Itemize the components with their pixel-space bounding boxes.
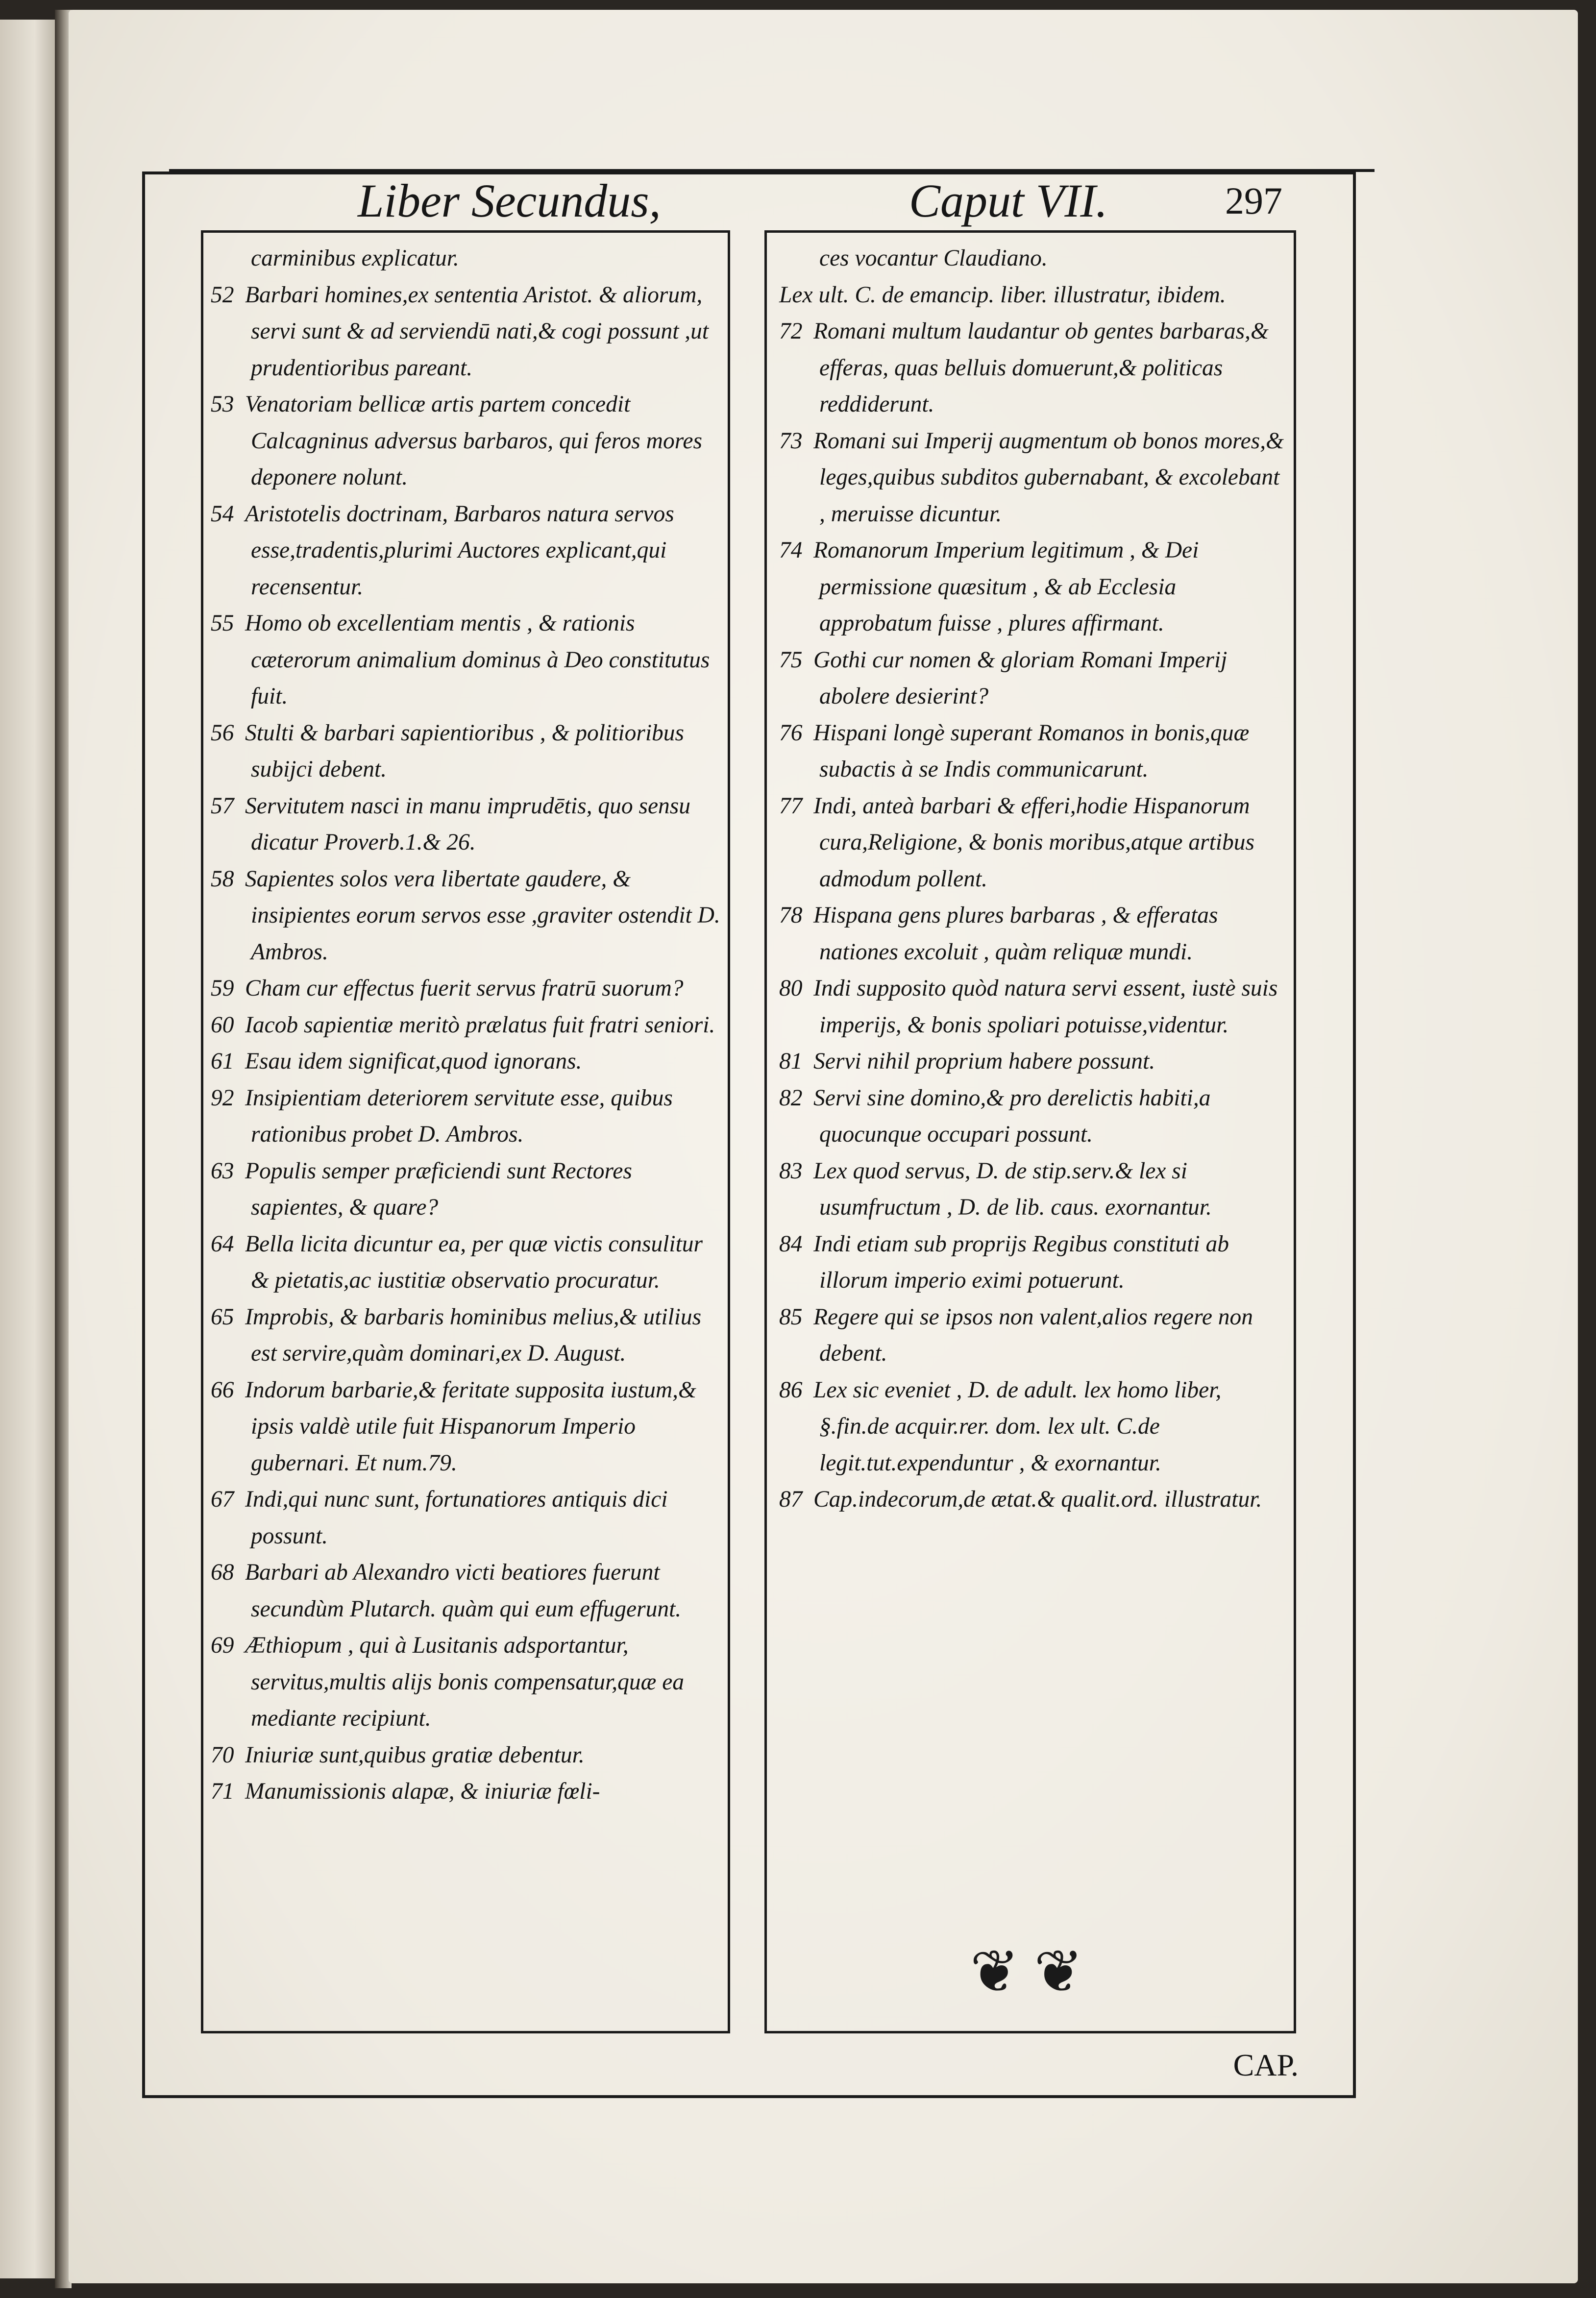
fleuron-ornament: ❦ ❦ — [970, 1939, 1083, 2005]
index-entry — [779, 423, 1289, 533]
entry-number: 52 — [211, 282, 234, 308]
entry-text: Regere qui se ipsos non valent,alios regere non debent. — [813, 1304, 1253, 1366]
continuation-line: ces vocantur Claudiano. — [819, 245, 1048, 271]
index-entry — [211, 1299, 720, 1372]
entry-number: 75 — [779, 647, 803, 673]
entry-text: Servitutem nasci in manu imprudētis, quo sensu dicatur Proverb.1.& 26. — [245, 793, 691, 855]
index-entry — [211, 1226, 720, 1299]
entry-number: 76 — [779, 720, 803, 746]
entry-text: Indi supposito quòd natura servi essent, iustè suis imperijs, & bonis spoliari potuisse,videntur. — [813, 976, 1278, 1038]
entry-text: Indorum barbarie,& feritate supposita iustum,& ipsis valdè utile fuit Hispanorum Imperio gubernari. Et num.79. — [245, 1377, 696, 1476]
index-entry — [211, 1372, 720, 1482]
entry-text: Sapientes solos vera libertate gaudere, & insipientes eorum servos esse ,graviter ostendit D. Ambros. — [245, 866, 720, 965]
index-entry — [211, 1481, 720, 1554]
entry-text: Romanorum Imperium legitimum , & Dei permissione quæsitum , & ab Ecclesia approbatum fuisse , plures affirmant. — [813, 538, 1199, 636]
page-number: 297 — [1225, 179, 1282, 222]
entry-number: 70 — [211, 1742, 234, 1768]
entry-text: Lex quod servus, D. de stip.serv.& lex si usumfructum , D. de lib. caus. exornantur. — [813, 1158, 1212, 1220]
entry-text: Iniuriæ sunt,quibus gratiæ debentur. — [245, 1742, 585, 1768]
entry-number: 92 — [211, 1085, 234, 1111]
entry-text: Cham cur effectus fuerit servus fratrū suorum? — [245, 976, 684, 1001]
entry-text: Venatoriam bellicæ artis partem concedit Calcagninus adversus barbaros, qui feros mores deponere nolunt. — [245, 391, 702, 490]
entry-number: 57 — [211, 793, 234, 819]
entry-number: 72 — [779, 318, 803, 344]
entry-text: Indi, anteà barbari & efferi,hodie Hispanorum cura,Religione, & bonis moribus,atque artibus admodum pollent. — [813, 793, 1254, 892]
entry-text: Servi nihil proprium habere possunt. — [813, 1049, 1155, 1074]
index-entry — [211, 715, 720, 788]
entry-text: Populis semper præficiendi sunt Rectores sapientes, & quare? — [245, 1158, 632, 1220]
entry-text: Stulti & barbari sapientioribus , & politioribus subijci debent. — [245, 720, 685, 782]
index-entry — [779, 1043, 1289, 1080]
entry-number: 78 — [779, 903, 803, 928]
entry-number: 60 — [211, 1012, 234, 1038]
running-head-left: Liber Secundus, — [358, 174, 661, 227]
entry-text: Barbari ab Alexandro victi beatiores fuerunt secundùm Plutarch. quàm qui eum effugerunt. — [245, 1560, 682, 1622]
entry-text: Aristotelis doctrinam, Barbaros natura servos esse,tradentis,plurimi Auctores explicant,qui recensentur. — [245, 501, 674, 600]
entry-text: Improbis, & barbaris hominibus melius,& utilius est servire,quàm dominari,ex D. August. — [245, 1304, 702, 1366]
entry-number: 77 — [779, 793, 803, 819]
index-entry — [211, 1554, 720, 1627]
entry-text: Manumissionis alapæ, & iniuriæ fœli- — [245, 1779, 600, 1804]
entry-text: Iacob sapientiæ meritò prælatus fuit fratri seniori. — [245, 1012, 715, 1038]
left-entries-list — [211, 277, 720, 1810]
entry-text: Hispani longè superant Romanos in bonis,quæ subactis à se Indis communicarunt. — [813, 720, 1250, 782]
entry-text: Indi etiam sub proprijs Regibus constituti ab illorum imperio eximi potuerunt. — [813, 1231, 1229, 1293]
entry-number: 84 — [779, 1231, 803, 1257]
entry-number: 82 — [779, 1085, 803, 1111]
index-entry — [779, 1080, 1289, 1153]
entry-number: 64 — [211, 1231, 234, 1257]
facing-page-edge — [0, 20, 58, 2278]
index-entry — [211, 970, 720, 1007]
entry-text: Esau idem significat,quod ignorans. — [245, 1049, 582, 1074]
entry-number: 63 — [211, 1158, 234, 1184]
entry-number: 54 — [211, 501, 234, 527]
entry-number: 58 — [211, 866, 234, 892]
entry-text: Æthiopum , qui à Lusitanis adsportantur, servitus,multis alijs bonis compensatur,quæ ea mediante recipiunt. — [245, 1633, 685, 1731]
index-entry — [779, 897, 1289, 970]
index-entry — [211, 1153, 720, 1226]
entry-number: 68 — [211, 1560, 234, 1585]
entry-number: 86 — [779, 1377, 803, 1403]
entry-number: 61 — [211, 1049, 234, 1074]
index-entry — [779, 1299, 1289, 1372]
index-entry — [211, 788, 720, 861]
index-entry — [211, 277, 720, 387]
index-entry — [779, 788, 1289, 898]
entry-text: Indi,qui nunc sunt, fortunatiores antiquis dici possunt. — [245, 1487, 668, 1549]
index-entry — [779, 1481, 1289, 1518]
catchword: CAP. — [1233, 2048, 1299, 2082]
index-entry — [211, 1007, 720, 1044]
entry-number: 53 — [211, 391, 234, 417]
entry-number: 85 — [779, 1304, 803, 1330]
right-entries-list — [779, 313, 1289, 1518]
entry-number: 56 — [211, 720, 234, 746]
entry-number: 87 — [779, 1487, 803, 1512]
index-entry — [779, 642, 1289, 715]
entry-text: Barbari homines,ex sententia Aristot. & aliorum, servi sunt & ad serviendū nati,& cogi possunt ,ut prudentioribus pareant. — [245, 282, 709, 381]
entry-number: 74 — [779, 538, 803, 563]
entry-number: 73 — [779, 428, 803, 454]
index-entry — [779, 313, 1289, 423]
index-entry — [211, 1627, 720, 1737]
entry-number: 55 — [211, 611, 234, 636]
continuation-line: carminibus explicatur. — [251, 245, 459, 271]
entry-text: Bella licita dicuntur ea, per quæ victis consulitur & pietatis,ac iustitiæ observatio procuratur. — [245, 1231, 703, 1293]
entry-text: Lex sic eveniet , D. de adult. lex homo liber, §.fin.de acquir.rer. dom. lex ult. C.de legit.tut.expenduntur , & exornantur. — [813, 1377, 1222, 1476]
entry-number: 71 — [211, 1779, 234, 1804]
entry-text: Insipientiam deteriorem servitute esse, quibus rationibus probet D. Ambros. — [245, 1085, 673, 1147]
entry-text: Hispana gens plures barbaras , & efferatas nationes excoluit , quàm reliquæ mundi. — [813, 903, 1218, 965]
entry-number: 69 — [211, 1633, 234, 1658]
right-column — [779, 240, 1289, 1518]
entry-text: Romani sui Imperij augmentum ob bonos mores,& leges,quibus subditos gubernabant, & excolebant , meruisse dicuntur. — [813, 428, 1284, 527]
entry-number: 81 — [779, 1049, 803, 1074]
index-entry — [211, 1080, 720, 1153]
entry-number: 65 — [211, 1304, 234, 1330]
entry-number: 83 — [779, 1158, 803, 1184]
entry-text: Gothi cur nomen & gloriam Romani Imperij abolere desierint? — [813, 647, 1228, 709]
left-column — [211, 240, 720, 1810]
index-entry — [211, 1043, 720, 1080]
index-entry — [779, 1372, 1289, 1482]
index-entry — [211, 496, 720, 606]
entry-number: 59 — [211, 976, 234, 1001]
entry-number: 80 — [779, 976, 803, 1001]
index-entry — [779, 715, 1289, 788]
index-entry — [211, 861, 720, 971]
running-head-right: Caput VII. — [909, 174, 1108, 227]
index-entry — [211, 1773, 720, 1810]
entry-number: 66 — [211, 1377, 234, 1403]
entry-text: Romani multum laudantur ob gentes barbaras,& efferas, quas belluis domuerunt,& politicas reddiderunt. — [813, 318, 1269, 417]
index-entry — [779, 970, 1289, 1043]
entry-text: Servi sine domino,& pro derelictis habiti,a quocunque occupari possunt. — [813, 1085, 1211, 1147]
index-entry — [779, 1153, 1289, 1226]
index-entry — [779, 1226, 1289, 1299]
index-entry — [211, 1737, 720, 1774]
index-entry — [779, 532, 1289, 642]
index-entry — [211, 605, 720, 715]
entry-number: 67 — [211, 1487, 234, 1512]
leading-entry: Lex ult. C. de emancip. liber. illustratur, ibidem. — [779, 282, 1226, 308]
index-entry — [211, 386, 720, 496]
entry-text: Homo ob excellentiam mentis , & rationis cæterorum animalium dominus à Deo constitutus fuit. — [245, 611, 710, 709]
entry-text: Cap.indecorum,de ætat.& qualit.ord. illustratur. — [813, 1487, 1262, 1512]
